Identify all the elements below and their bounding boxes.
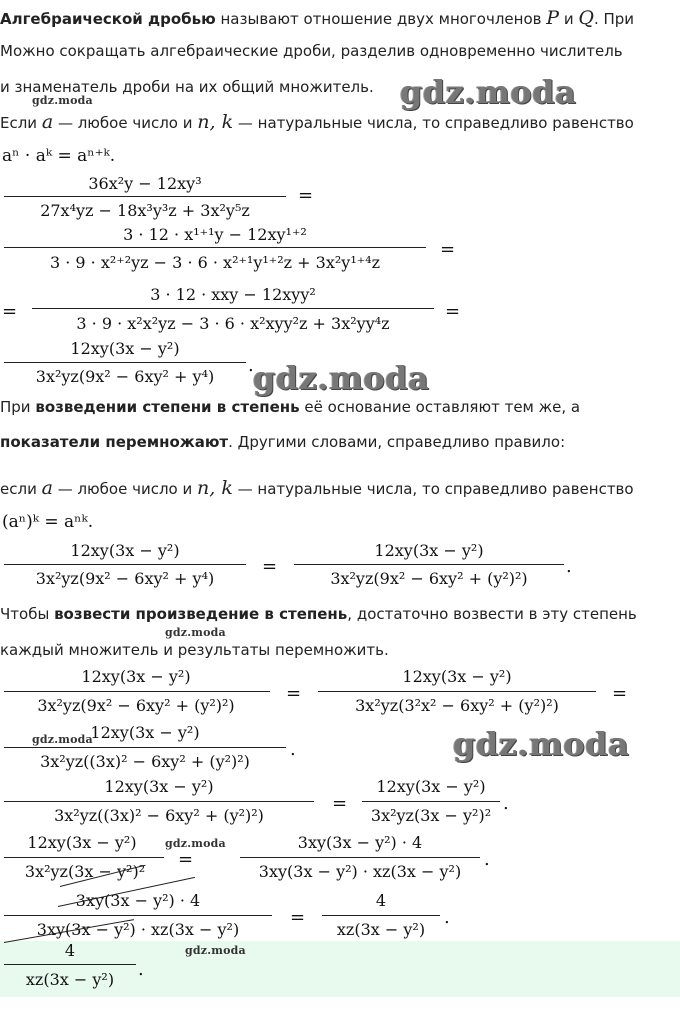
fraction-bar xyxy=(4,247,426,248)
equals-sign: = xyxy=(178,849,194,870)
numerator: 12xy(3x − y²) xyxy=(81,667,191,686)
numerator: 3 · 12 · xxy − 12xyy² xyxy=(150,285,316,304)
fraction-bar xyxy=(318,691,596,692)
denominator: 3xy(3x − y²) · xz(3x − y²) xyxy=(258,862,462,881)
numerator: 36x²y − 12xy³ xyxy=(88,174,202,193)
watermark-small: gdz.moda xyxy=(32,94,93,107)
product-power-line-1: Чтобы возвести произведение в степень, достаточно возвести в эту степень xyxy=(0,605,637,623)
watermark-large: gdz.moda xyxy=(400,73,577,111)
fraction-step-5-left xyxy=(0,538,250,594)
denominator: xz(3x − y²) xyxy=(25,970,115,989)
denominator: 3x²yz(9x² − 6xy² + y⁴) xyxy=(35,569,215,588)
period: . xyxy=(566,556,572,577)
numerator: 3 · 12 · x¹⁺¹y − 12xy¹⁺² xyxy=(123,225,307,244)
fraction-step-1 xyxy=(0,170,300,222)
period: . xyxy=(248,355,254,376)
watermark-large: gdz.moda xyxy=(453,725,630,763)
denominator: 3x²yz((3x)² − 6xy² + (y²)²) xyxy=(40,752,250,771)
fraction-step-5-right xyxy=(290,538,568,594)
numerator: 12xy(3x − y²) xyxy=(70,541,180,560)
equals-sign: = xyxy=(445,301,461,322)
denominator: 3x²yz(9x² − 6xy² + (y²)²) xyxy=(37,696,235,715)
final-answer xyxy=(0,940,140,998)
equals-sign: = xyxy=(290,907,306,928)
denominator: 3xy(3x − y²) · xz(3x − y²) xyxy=(36,920,240,939)
fraction-bar xyxy=(240,857,480,858)
numerator: 3xy(3x − y²) · 4 xyxy=(75,891,201,910)
watermark-small: gdz.moda xyxy=(185,944,246,957)
denominator: 27x⁴yz − 18x³y³z + 3x²y⁵z xyxy=(40,201,250,220)
denominator: xz(3x − y²) xyxy=(336,920,426,939)
period: . xyxy=(444,907,450,928)
numerator: 12xy(3x − y²) xyxy=(70,339,180,358)
fraction-step-9-right xyxy=(236,830,484,888)
numerator: 4 xyxy=(375,891,387,910)
numerator: 4 xyxy=(64,941,76,960)
denominator: 3x²yz(3²x² − 6xy² + (y²)²) xyxy=(355,696,559,715)
denominator: 3x²yz(3x − y²)² xyxy=(370,806,492,825)
period: . xyxy=(484,849,490,870)
equals-sign: = xyxy=(332,793,348,814)
fraction-step-10-left xyxy=(0,888,276,946)
denominator: 3x²yz(9x² − 6xy² + (y²)²) xyxy=(330,569,528,588)
power-of-power-line-2: показатели перемножают. Другими словами, справедливо правило: xyxy=(0,433,566,451)
fraction-step-10-right xyxy=(318,888,444,946)
denominator: 3x²yz(9x² − 6xy² + y⁴) xyxy=(35,367,215,386)
fraction-bar xyxy=(4,747,286,748)
fraction-step-3 xyxy=(28,282,438,338)
fraction-bar xyxy=(4,964,136,965)
fraction-step-4 xyxy=(0,336,250,392)
equals-sign: = xyxy=(440,239,456,260)
fraction-bar xyxy=(4,691,270,692)
numerator: 12xy(3x − y²) xyxy=(374,541,484,560)
fraction-step-6-left xyxy=(0,664,272,722)
fraction-step-2 xyxy=(0,222,430,278)
watermark-large: gdz.moda xyxy=(253,359,430,397)
reduce-line-1: Можно сокращать алгебраические дроби, разделив одновременно числитель xyxy=(0,42,623,60)
numerator: 12xy(3x − y²) xyxy=(90,723,200,742)
watermark-small: gdz.moda xyxy=(32,733,93,746)
fraction-bar xyxy=(4,362,246,363)
period: . xyxy=(138,959,144,980)
fraction-bar xyxy=(362,801,500,802)
numerator: 12xy(3x − y²) xyxy=(104,777,214,796)
fraction-bar xyxy=(322,915,440,916)
fraction-bar xyxy=(4,801,314,802)
numerator: 12xy(3x − y²) xyxy=(376,777,486,796)
numerator: 12xy(3x − y²) xyxy=(402,667,512,686)
power-of-power-line-1: При возведении степени в степень её основание оставляют тем же, а xyxy=(0,398,581,416)
watermark-small: gdz.moda xyxy=(165,626,226,639)
denominator: 3 · 9 · x²x²yz − 3 · 6 · x²xyy²z + 3x²yy⁴z xyxy=(76,314,390,333)
fraction-bar xyxy=(4,915,272,916)
fraction-step-8-right xyxy=(358,774,504,832)
numerator: 12xy(3x − y²) xyxy=(27,833,137,852)
fraction-step-8-left xyxy=(0,774,318,832)
product-power-line-2: каждый множитель и результаты перемножить. xyxy=(0,641,389,659)
period: . xyxy=(290,739,296,760)
denominator: 3 · 9 · x²⁺²yz − 3 · 6 · x²⁺¹y¹⁺²z + 3x²y¹⁺⁴z xyxy=(49,253,381,272)
equals-sign: = xyxy=(286,683,302,704)
fraction-step-6-right xyxy=(314,664,600,722)
fraction-bar xyxy=(4,196,286,197)
power-of-power-rule: (aⁿ)ᵏ = aⁿᵏ. xyxy=(2,512,94,532)
fraction-bar xyxy=(32,308,434,309)
term-algebraic-fraction: Алгебраической дробью xyxy=(0,10,216,28)
equals-sign: = xyxy=(612,683,628,704)
numerator: 3xy(3x − y²) · 4 xyxy=(297,833,423,852)
equals-sign: = xyxy=(262,556,278,577)
period: . xyxy=(503,793,509,814)
definition-line: Алгебраической дробью называют отношение двух многочленов P и Q. При xyxy=(0,7,635,29)
watermark-small: gdz.moda xyxy=(165,837,226,850)
equals-sign: = xyxy=(2,301,18,322)
equals-sign: = xyxy=(298,185,314,206)
power-product-rule: aⁿ · aᵏ = aⁿ⁺ᵏ. xyxy=(2,146,116,166)
rule-intro-2: если a — любое число и n, k — натуральные числа, то справедливо равенство xyxy=(0,477,634,499)
rule-intro-1: Если a — любое число и n, k — натуральные числа, то справедливо равенство xyxy=(0,111,634,133)
fraction-bar xyxy=(294,564,564,565)
fraction-step-7 xyxy=(0,720,290,778)
denominator: 3x²yz(3x − y²)² xyxy=(24,862,146,881)
fraction-bar xyxy=(4,857,164,858)
denominator: 3x²yz((3x)² − 6xy² + (y²)²) xyxy=(54,806,264,825)
reduce-line-2: и знаменатель дроби на их общий множитель. xyxy=(0,78,374,96)
fraction-bar xyxy=(4,564,246,565)
